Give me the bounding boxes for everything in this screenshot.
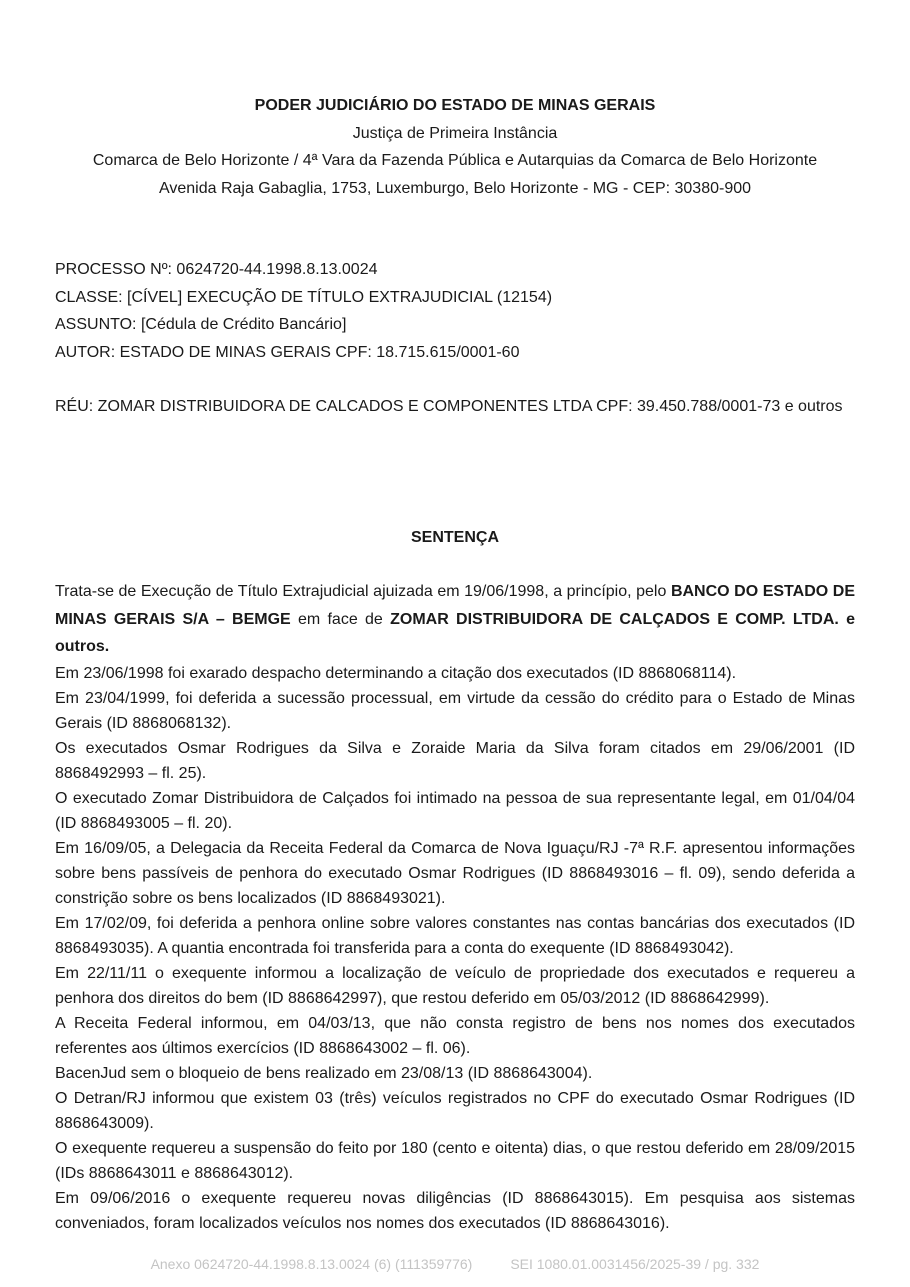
case-metadata — [55, 256, 855, 420]
case-subject: ASSUNTO: [Cédula de Crédito Bancário] — [55, 316, 347, 333]
sentence-paragraph: O executado Zomar Distribuidora de Calçados foi intimado na pessoa de sua representante legal, em 01/04/04 (ID 8868493005 – fl. 20). — [55, 789, 855, 832]
sentence-paragraph: A Receita Federal informou, em 04/03/13, que não consta registro de bens nos nomes dos executados referentes aos últimos exercícios (ID 8868643002 – fl. 06). — [55, 1014, 855, 1057]
court-instance: Justiça de Primeira Instância — [352, 124, 558, 142]
sentence-paragraph: Em 17/02/09, foi deferida a penhora online sobre valores constantes nas contas bancárias dos executados (ID 8868493035). A quantia encontrada foi transferida para a conta do exequente (ID 8868493042). — [55, 914, 855, 957]
intro-text-1: Trata-se de Execução de Título Extrajudicial ajuizada em 19/06/1998, a princípio, pelo — [55, 583, 671, 600]
sentence-paragraph: BacenJud sem o bloqueio de bens realizado em 23/08/13 (ID 8868643004). — [55, 1064, 593, 1082]
sentence-paragraph: Em 09/06/2016 o exequente requereu novas diligências (ID 8868643015). Em pesquisa aos sistemas conveniados, foram localizados veículos nos nomes dos executados (ID 8868643016). — [55, 1189, 855, 1232]
sentence-paragraph: Os executados Osmar Rodrigues da Silva e Zoraide Maria da Silva foram citados em 29/06/2001 (ID 8868492993 – fl. 25). — [55, 739, 855, 782]
case-plaintiff: AUTOR: ESTADO DE MINAS GERAIS CPF: 18.715.615/0001-60 — [55, 343, 520, 361]
case-defendant: RÉU: ZOMAR DISTRIBUIDORA DE CALCADOS E COMPONENTES LTDA CPF: 39.450.788/0001-73 e outros — [55, 398, 843, 415]
intro-plaintiff-bank: BANCO DO ESTADO DE MINAS GERAIS S/A – BEMGE — [55, 583, 855, 628]
sentence-paragraph: Em 23/06/1998 foi exarado despacho determinando a citação dos executados (ID 8868068114). — [55, 664, 737, 682]
sentence-paragraph: O exequente requereu a suspensão do feito por 180 (cento e oitenta) dias, o que restou deferido em 28/09/2015 (IDs 8868643011 e 8868643012). — [55, 1139, 855, 1182]
intro-text-2: em face de — [290, 610, 391, 628]
sentence-intro-paragraph — [55, 578, 855, 661]
intro-defendant-company: ZOMAR DISTRIBUIDORA DE CALÇADOS E COMP. LTDA. e outros. — [55, 610, 856, 655]
sentence-paragraph: Em 23/04/1999, foi deferida a sucessão processual, em virtude da cessão do crédito para o Estado de Minas Gerais (ID 8868068132). — [55, 689, 855, 732]
court-district: Comarca de Belo Horizonte / 4ª Vara da Fazenda Pública e Autarquias da Comarca de Belo Horizonte — [92, 152, 818, 169]
document-header — [55, 92, 855, 202]
sentence-title: SENTENÇA — [410, 529, 499, 546]
sentence-paragraph: O Detran/RJ informou que existem 03 (três) veículos registrados no CPF do executado Osmar Rodrigues (ID 8868643009). — [55, 1089, 855, 1132]
court-title: PODER JUDICIÁRIO DO ESTADO DE MINAS GERAIS — [254, 97, 656, 114]
case-class: CLASSE: [CÍVEL] EXECUÇÃO DE TÍTULO EXTRAJUDICIAL (12154) — [55, 288, 553, 306]
footer-annex: Anexo 0624720-44.1998.8.13.0024 (6) (111359776) — [150, 1256, 473, 1272]
page-footer — [0, 1256, 910, 1272]
footer-sei-page: SEI 1080.01.0031456/2025-39 / pg. 332 — [510, 1256, 760, 1272]
process-number: PROCESSO Nº: 0624720-44.1998.8.13.0024 — [55, 261, 378, 278]
sentence-body — [55, 578, 855, 1236]
sentence-paragraph: Em 22/11/11 o exequente informou a localização de veículo de propriedade dos executados e requereu a penhora dos direitos do bem (ID 8868642997), que restou deferido em 05/03/2012 (ID 8868642999). — [55, 964, 855, 1007]
sentence-paragraph: Em 16/09/05, a Delegacia da Receita Federal da Comarca de Nova Iguaçu/RJ -7ª R.F. apresentou informações sobre bens passíveis de penhora do executado Osmar Rodrigues (ID 8868493016 – fl. 09), sendo deferida a constrição sobre os bens localizados (ID 8868493021). — [55, 839, 855, 907]
court-address: Avenida Raja Gabaglia, 1753, Luxemburgo, Belo Horizonte - MG - CEP: 30380-900 — [158, 179, 752, 197]
